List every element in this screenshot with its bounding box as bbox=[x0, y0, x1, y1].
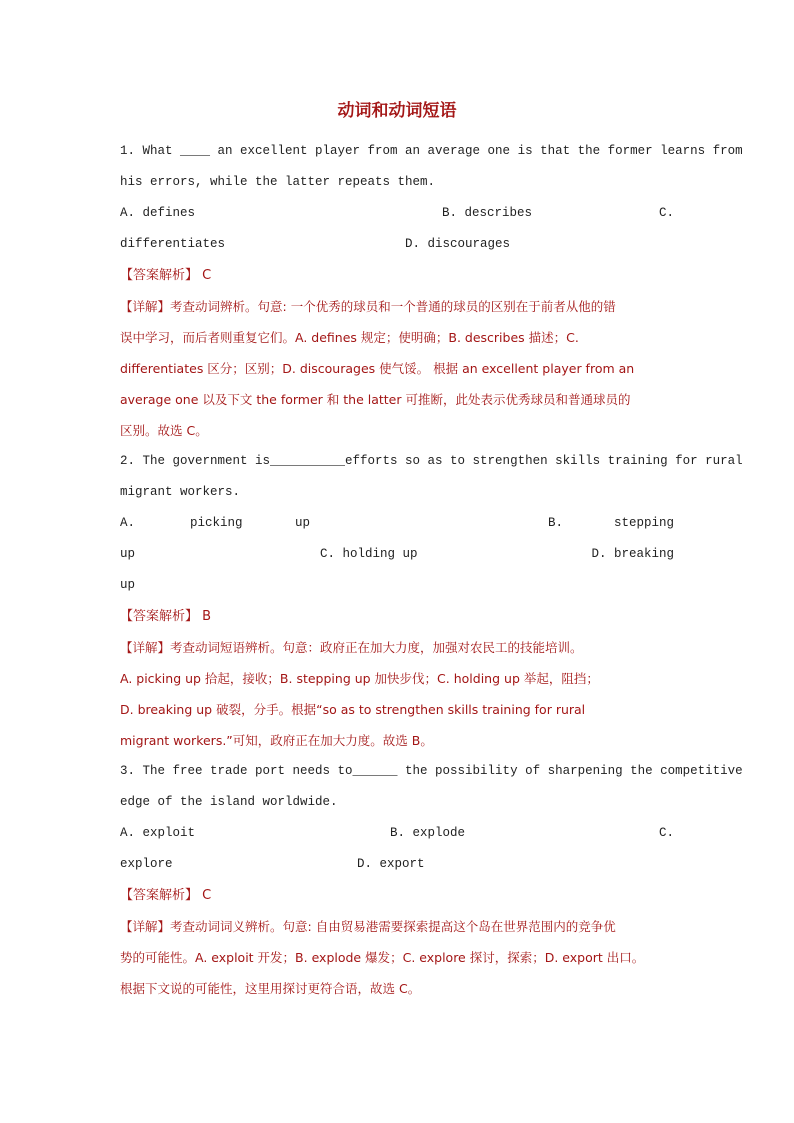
detail-line: 【详解】考查动词词义辨析。句意: 自由贸易港需要探索提高这个岛在世界范围内的竞争优 bbox=[120, 919, 616, 934]
detail-label: 【详解】 bbox=[120, 919, 171, 934]
question-3-option-c-prefix: C. bbox=[658, 826, 674, 840]
question-2-stem-line-2: migrant workers. bbox=[120, 485, 241, 499]
question-2-option-b-letter: B. bbox=[548, 516, 564, 530]
detail-line: 【详解】考查动词辨析。句意: 一个优秀的球员和一个普通的球员的区别在于前者从他的错 bbox=[120, 299, 616, 314]
question-3-option-c: explore bbox=[120, 857, 173, 871]
detail-label: 【详解】 bbox=[120, 640, 171, 655]
question-1-stem-line-1 bbox=[120, 136, 743, 167]
question-2-option-a-letter: A. bbox=[120, 516, 136, 530]
question-2-option-a-word: picking bbox=[190, 516, 243, 530]
question-3-answer bbox=[120, 880, 674, 911]
question-3-option-d: D. export bbox=[357, 857, 425, 871]
question-2 bbox=[120, 446, 743, 756]
detail-label: 【详解】 bbox=[120, 299, 171, 314]
question-1-option-c: differentiates bbox=[120, 237, 226, 251]
question-2-option-a-particle: up bbox=[295, 516, 311, 530]
question-2-option-c: C. holding up bbox=[320, 547, 418, 561]
detail-line: 误中学习，而后者则重复它们。A. defines 规定；使明确；B. describes 描述；C. bbox=[120, 330, 579, 345]
question-2-options-row-2 bbox=[120, 539, 674, 570]
question-2-answer bbox=[120, 601, 674, 632]
question-2-option-b-word: stepping bbox=[613, 516, 674, 530]
question-2-detail bbox=[120, 632, 674, 756]
question-1-option-a: A. defines bbox=[120, 206, 196, 220]
question-1-option-d: D. discourages bbox=[405, 237, 511, 251]
question-1-options-row-2 bbox=[120, 229, 674, 260]
question-3-detail bbox=[120, 911, 674, 1004]
question-1-option-b: B. describes bbox=[441, 206, 532, 220]
detail-line: 【详解】考查动词短语辨析。句意：政府正在加大力度，加强对农民工的技能培训。 bbox=[120, 640, 583, 655]
detail-line: A. picking up 拾起，接收；B. stepping up 加快步伐；C. holding up 举起，阻挡； bbox=[120, 671, 599, 686]
question-3-option-b: B. explode bbox=[390, 826, 466, 840]
question-3-options-row-1 bbox=[120, 818, 674, 849]
question-2-stem-line-1: 2. The government is__________efforts so as to strengthen skills training for rural bbox=[120, 454, 743, 468]
answer-label: 【答案解析】 bbox=[120, 888, 199, 903]
question-1-options-row-1 bbox=[120, 198, 674, 229]
question-2-option-d: D. breaking bbox=[591, 547, 674, 561]
detail-line: average one 以及下文 the former 和 the latter 可推断，此处表示优秀球员和普通球员的 bbox=[120, 392, 631, 407]
question-1-stem-text-1: 1. What ____ an excellent player from an average one is that the former learns from bbox=[120, 144, 743, 158]
answer-label: 【答案解析】 bbox=[120, 268, 199, 283]
detail-line: differentiates 区分；区别；D. discourages 使气馁。 根据 an excellent player from an bbox=[120, 361, 635, 376]
detail-line: D. breaking up 破裂，分手。根据“so as to strengthen skills training for rural bbox=[120, 702, 586, 717]
question-3-stem-line-1: 3. The free trade port needs to______ the possibility of sharpening the competitive bbox=[120, 764, 743, 778]
detail-line: 势的可能性。A. exploit 开发；B. explode 爆发；C. explore 探讨，探索；D. export 出口。 bbox=[120, 950, 645, 965]
question-2-options-row-3: up bbox=[120, 578, 136, 592]
detail-line: 根据下文说的可能性，这里用探讨更符合语，故选 C。 bbox=[120, 981, 421, 996]
question-1 bbox=[120, 136, 743, 446]
question-1-option-c-prefix: C. bbox=[658, 206, 674, 220]
question-1-stem-line-2: his errors, while the latter repeats them. bbox=[120, 175, 436, 189]
answer-value: C bbox=[202, 888, 212, 903]
detail-line: 区别。故选 C。 bbox=[120, 423, 208, 438]
question-2-options-row-1 bbox=[120, 508, 674, 539]
question-3-option-a: A. exploit bbox=[120, 826, 196, 840]
question-3-stem-line-2: edge of the island worldwide. bbox=[120, 795, 338, 809]
answer-label: 【答案解析】 bbox=[120, 609, 199, 624]
detail-line: migrant workers.”可知，政府正在加大力度。故选 B。 bbox=[120, 733, 433, 748]
question-3-options-row-2 bbox=[120, 849, 674, 880]
question-1-answer bbox=[120, 260, 674, 291]
answer-value: C bbox=[202, 268, 212, 283]
page-title: 动词和动词短语 bbox=[337, 101, 457, 121]
question-3 bbox=[120, 756, 743, 1004]
answer-value: B bbox=[202, 609, 212, 624]
question-2-option-b-particle: up bbox=[120, 547, 136, 561]
question-1-detail bbox=[120, 291, 674, 446]
document-page bbox=[120, 100, 743, 1004]
